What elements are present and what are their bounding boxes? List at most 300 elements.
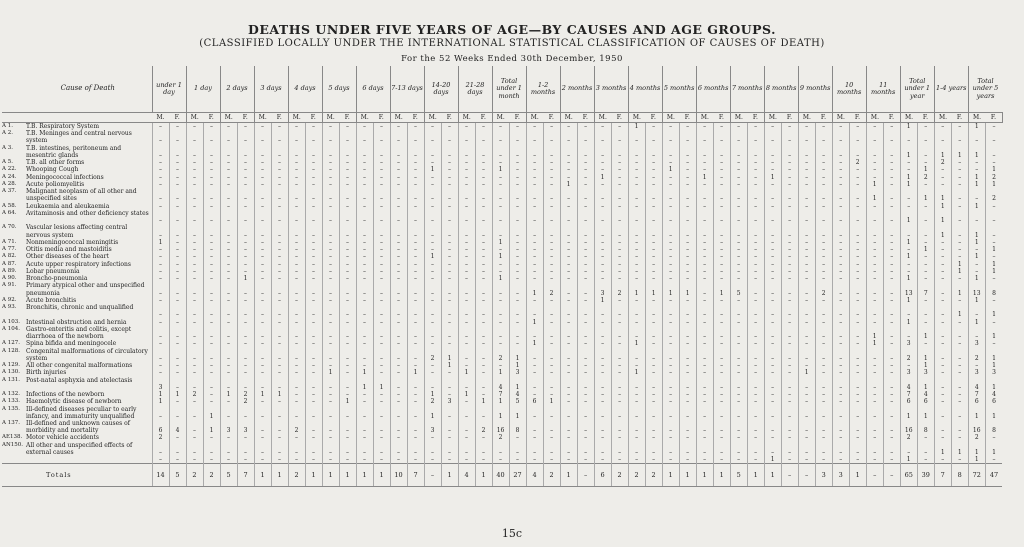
total-cell: – xyxy=(866,464,883,487)
cause-name: All other congenital malformations xyxy=(26,361,133,369)
count-cell: – xyxy=(696,268,713,275)
cause-code: A 71. xyxy=(2,238,17,245)
count-cell: – xyxy=(356,123,373,131)
count-cell: – xyxy=(339,130,356,144)
count-cell: – xyxy=(730,406,747,420)
count-cell: – xyxy=(254,326,271,340)
count-cell: – xyxy=(696,130,713,144)
count-cell: – xyxy=(169,174,186,181)
count-cell: – xyxy=(441,442,458,456)
count-cell: – xyxy=(662,210,679,224)
count-cell: – xyxy=(832,377,849,391)
count-cell: – xyxy=(271,282,288,296)
count-cell: – xyxy=(237,340,254,347)
count-cell: – xyxy=(696,166,713,173)
count-cell: – xyxy=(832,239,849,246)
count-cell: – xyxy=(458,188,475,202)
count-cell: – xyxy=(849,456,866,464)
total-cell: 40 xyxy=(492,464,509,487)
count-cell: – xyxy=(169,377,186,391)
count-cell: 8 xyxy=(985,420,1002,434)
count-cell: – xyxy=(713,398,730,405)
count-cell: – xyxy=(951,174,968,181)
count-cell: – xyxy=(832,275,849,282)
count-cell: – xyxy=(526,275,543,282)
count-cell: – xyxy=(696,398,713,405)
count-cell: – xyxy=(237,377,254,391)
count-cell: – xyxy=(713,391,730,398)
count-cell: – xyxy=(798,268,815,275)
count-cell: – xyxy=(832,362,849,369)
count-cell: 1 xyxy=(628,369,645,376)
count-cell: – xyxy=(458,123,475,131)
count-cell: – xyxy=(526,406,543,420)
count-cell: – xyxy=(951,319,968,326)
male-subheader: M. xyxy=(390,113,407,123)
count-cell: – xyxy=(186,406,203,420)
count-cell: – xyxy=(339,203,356,210)
count-cell: – xyxy=(832,166,849,173)
count-cell: – xyxy=(747,398,764,405)
count-cell: – xyxy=(611,391,628,398)
count-cell: – xyxy=(441,275,458,282)
count-cell: – xyxy=(815,130,832,144)
count-cell: – xyxy=(662,434,679,441)
count-cell: – xyxy=(628,391,645,398)
cause-code: A 130. xyxy=(2,369,20,376)
male-subheader: M. xyxy=(458,113,475,123)
count-cell: – xyxy=(271,239,288,246)
count-cell: – xyxy=(900,326,917,340)
count-cell: 7 xyxy=(900,391,917,398)
count-cell: – xyxy=(237,304,254,318)
count-cell: – xyxy=(832,326,849,340)
count-cell: – xyxy=(645,181,662,188)
count-cell: – xyxy=(798,203,815,210)
count-cell: – xyxy=(543,174,560,181)
count-cell: – xyxy=(458,224,475,238)
count-cell: – xyxy=(458,442,475,456)
male-subheader: M. xyxy=(356,113,373,123)
count-cell: – xyxy=(883,348,900,362)
count-cell: – xyxy=(458,130,475,144)
count-cell: – xyxy=(543,442,560,456)
count-cell: – xyxy=(849,181,866,188)
table-row xyxy=(2,145,1002,159)
count-cell: – xyxy=(407,275,424,282)
count-cell: – xyxy=(475,406,492,420)
count-cell: – xyxy=(322,377,339,391)
count-cell: – xyxy=(951,362,968,369)
count-cell: – xyxy=(798,210,815,224)
cause-code: A 128. xyxy=(2,347,20,354)
count-cell: 2 xyxy=(815,282,832,296)
count-cell: – xyxy=(322,442,339,456)
count-cell: – xyxy=(713,224,730,238)
count-cell: 1 xyxy=(492,275,509,282)
count-cell: – xyxy=(492,224,509,238)
count-cell: – xyxy=(781,174,798,181)
count-cell: – xyxy=(322,406,339,420)
age-group-header: 7 months xyxy=(730,66,764,113)
count-cell: – xyxy=(900,268,917,275)
count-cell: – xyxy=(764,210,781,224)
count-cell: 1 xyxy=(934,188,951,202)
count-cell: – xyxy=(509,246,526,253)
count-cell: – xyxy=(866,166,883,173)
count-cell: – xyxy=(985,239,1002,246)
count-cell: – xyxy=(305,369,322,376)
count-cell: – xyxy=(373,166,390,173)
count-cell: – xyxy=(781,203,798,210)
count-cell: – xyxy=(271,268,288,275)
count-cell: – xyxy=(169,369,186,376)
count-cell: – xyxy=(526,304,543,318)
count-cell: 1 xyxy=(985,348,1002,362)
count-cell: – xyxy=(390,398,407,405)
female-subheader: F. xyxy=(509,113,526,123)
count-cell: – xyxy=(849,398,866,405)
count-cell: 3 xyxy=(900,340,917,347)
count-cell: – xyxy=(594,123,611,131)
count-cell: – xyxy=(764,275,781,282)
count-cell: 1 xyxy=(492,398,509,405)
count-cell: – xyxy=(764,239,781,246)
female-subheader: F. xyxy=(917,113,934,123)
count-cell: 1 xyxy=(917,246,934,253)
count-cell: – xyxy=(169,166,186,173)
count-cell: – xyxy=(883,159,900,166)
count-cell: – xyxy=(373,326,390,340)
count-cell: – xyxy=(764,130,781,144)
deaths-by-cause-table xyxy=(2,66,1003,487)
cause-code: A 70. xyxy=(2,224,17,231)
count-cell: – xyxy=(594,362,611,369)
count-cell: – xyxy=(390,282,407,296)
count-cell: – xyxy=(458,456,475,464)
count-cell: – xyxy=(577,304,594,318)
count-cell: – xyxy=(390,253,407,260)
count-cell: – xyxy=(475,246,492,253)
count-cell: – xyxy=(577,246,594,253)
count-cell: – xyxy=(594,253,611,260)
count-cell: – xyxy=(696,188,713,202)
count-cell: – xyxy=(152,340,169,347)
count-cell: – xyxy=(339,456,356,464)
count-cell: – xyxy=(645,268,662,275)
total-cell: 1 xyxy=(254,464,271,487)
count-cell: – xyxy=(713,239,730,246)
count-cell: – xyxy=(781,275,798,282)
count-cell: – xyxy=(203,174,220,181)
count-cell: – xyxy=(458,420,475,434)
count-cell: – xyxy=(611,159,628,166)
count-cell: 6 xyxy=(900,398,917,405)
count-cell: – xyxy=(373,261,390,268)
count-cell: – xyxy=(271,253,288,260)
count-cell: – xyxy=(543,297,560,304)
count-cell: – xyxy=(815,246,832,253)
age-group-header: 5 months xyxy=(662,66,696,113)
count-cell: – xyxy=(424,434,441,441)
count-cell: – xyxy=(271,456,288,464)
count-cell: – xyxy=(628,181,645,188)
count-cell: 1 xyxy=(968,224,985,238)
count-cell: – xyxy=(441,159,458,166)
count-cell: – xyxy=(883,456,900,464)
count-cell: – xyxy=(271,246,288,253)
count-cell: – xyxy=(475,166,492,173)
count-cell: – xyxy=(713,188,730,202)
count-cell: – xyxy=(407,145,424,159)
count-cell: – xyxy=(560,210,577,224)
count-cell: – xyxy=(679,188,696,202)
count-cell: – xyxy=(356,434,373,441)
count-cell: – xyxy=(696,282,713,296)
count-cell: – xyxy=(543,253,560,260)
count-cell: – xyxy=(509,304,526,318)
count-cell: – xyxy=(951,239,968,246)
count-cell: 3 xyxy=(900,369,917,376)
count-cell: – xyxy=(696,304,713,318)
count-cell: – xyxy=(951,224,968,238)
count-cell: – xyxy=(560,348,577,362)
count-cell: – xyxy=(730,398,747,405)
count-cell: – xyxy=(645,319,662,326)
count-cell: – xyxy=(203,275,220,282)
cause-code: A 2. xyxy=(2,130,13,137)
count-cell: – xyxy=(509,261,526,268)
count-cell: – xyxy=(288,362,305,369)
count-cell: – xyxy=(339,246,356,253)
count-cell: – xyxy=(288,253,305,260)
count-cell: – xyxy=(798,188,815,202)
count-cell: – xyxy=(424,275,441,282)
age-group-header: 21-28 days xyxy=(458,66,492,113)
count-cell: – xyxy=(577,181,594,188)
count-cell: 1 xyxy=(560,181,577,188)
count-cell: – xyxy=(662,268,679,275)
count-cell: – xyxy=(662,377,679,391)
count-cell: – xyxy=(934,406,951,420)
count-cell: – xyxy=(492,456,509,464)
count-cell: – xyxy=(186,145,203,159)
count-cell: – xyxy=(322,456,339,464)
count-cell: – xyxy=(339,362,356,369)
count-cell: – xyxy=(900,224,917,238)
count-cell: – xyxy=(934,297,951,304)
count-cell: – xyxy=(611,181,628,188)
count-cell: 1 xyxy=(152,239,169,246)
count-cell: – xyxy=(611,130,628,144)
count-cell: – xyxy=(390,224,407,238)
count-cell: – xyxy=(781,210,798,224)
count-cell: – xyxy=(322,181,339,188)
count-cell: – xyxy=(934,319,951,326)
count-cell: – xyxy=(390,456,407,464)
count-cell: – xyxy=(713,434,730,441)
count-cell: – xyxy=(815,159,832,166)
table-row xyxy=(2,340,1002,347)
count-cell: – xyxy=(271,203,288,210)
count-cell: – xyxy=(475,340,492,347)
count-cell: – xyxy=(152,253,169,260)
count-cell: – xyxy=(237,442,254,456)
count-cell: – xyxy=(271,130,288,144)
count-cell: – xyxy=(594,239,611,246)
table-row xyxy=(2,181,1002,188)
count-cell: – xyxy=(696,319,713,326)
count-cell: – xyxy=(305,268,322,275)
count-cell: – xyxy=(560,261,577,268)
count-cell: – xyxy=(747,188,764,202)
count-cell: 16 xyxy=(492,420,509,434)
cause-name: Intestinal obstruction and hernia xyxy=(26,318,127,326)
count-cell: – xyxy=(475,203,492,210)
count-cell: – xyxy=(373,174,390,181)
count-cell: – xyxy=(917,253,934,260)
count-cell: – xyxy=(203,377,220,391)
count-cell: – xyxy=(662,304,679,318)
count-cell: – xyxy=(900,246,917,253)
count-cell: – xyxy=(730,188,747,202)
count-cell: – xyxy=(560,362,577,369)
male-subheader: M. xyxy=(628,113,645,123)
count-cell: – xyxy=(203,362,220,369)
count-cell: – xyxy=(458,275,475,282)
table-row xyxy=(2,123,1002,131)
total-cell: 1 xyxy=(322,464,339,487)
count-cell: – xyxy=(509,434,526,441)
count-cell: – xyxy=(594,348,611,362)
count-cell: – xyxy=(390,304,407,318)
count-cell: – xyxy=(305,203,322,210)
count-cell: – xyxy=(390,362,407,369)
count-cell: – xyxy=(458,261,475,268)
count-cell: – xyxy=(441,434,458,441)
count-cell: – xyxy=(849,391,866,398)
count-cell: – xyxy=(781,434,798,441)
count-cell: – xyxy=(441,166,458,173)
count-cell: – xyxy=(526,239,543,246)
count-cell: – xyxy=(509,442,526,456)
count-cell: – xyxy=(968,130,985,144)
count-cell: – xyxy=(866,130,883,144)
count-cell: – xyxy=(526,210,543,224)
count-cell: – xyxy=(288,261,305,268)
count-cell: – xyxy=(798,362,815,369)
count-cell: – xyxy=(611,304,628,318)
count-cell: – xyxy=(866,348,883,362)
count-cell: – xyxy=(543,261,560,268)
count-cell: 2 xyxy=(543,282,560,296)
count-cell: – xyxy=(917,275,934,282)
count-cell: – xyxy=(526,456,543,464)
count-cell: – xyxy=(373,159,390,166)
count-cell: – xyxy=(730,319,747,326)
count-cell: – xyxy=(254,246,271,253)
count-cell: – xyxy=(730,362,747,369)
count-cell: – xyxy=(849,326,866,340)
count-cell: – xyxy=(866,224,883,238)
count-cell: 3 xyxy=(968,340,985,347)
count-cell: – xyxy=(407,174,424,181)
cause-code: A 90. xyxy=(2,275,17,282)
count-cell: – xyxy=(713,159,730,166)
count-cell: – xyxy=(492,210,509,224)
count-cell: – xyxy=(356,246,373,253)
count-cell: – xyxy=(271,297,288,304)
count-cell: – xyxy=(883,224,900,238)
age-group-header: 9 months xyxy=(798,66,832,113)
count-cell: – xyxy=(934,253,951,260)
count-cell: – xyxy=(611,362,628,369)
count-cell: – xyxy=(934,340,951,347)
count-cell: – xyxy=(288,391,305,398)
count-cell: – xyxy=(815,181,832,188)
count-cell: – xyxy=(441,123,458,131)
age-group-header: 4 days xyxy=(288,66,322,113)
count-cell: – xyxy=(662,253,679,260)
count-cell: 2 xyxy=(492,348,509,362)
count-cell: – xyxy=(764,253,781,260)
cause-name: Malignant neoplasm of all other and unspecified sites xyxy=(26,188,137,203)
count-cell: – xyxy=(849,123,866,131)
count-cell: – xyxy=(713,268,730,275)
count-cell: – xyxy=(781,304,798,318)
count-cell: 1 xyxy=(985,268,1002,275)
count-cell: – xyxy=(186,159,203,166)
count-cell: – xyxy=(577,282,594,296)
count-cell: – xyxy=(254,369,271,376)
count-cell: – xyxy=(849,377,866,391)
count-cell: – xyxy=(322,282,339,296)
count-cell: – xyxy=(628,406,645,420)
count-cell: 1 xyxy=(917,326,934,340)
count-cell: – xyxy=(611,456,628,464)
count-cell: – xyxy=(305,253,322,260)
count-cell: – xyxy=(526,123,543,131)
count-cell: – xyxy=(662,130,679,144)
count-cell: – xyxy=(679,348,696,362)
count-cell: – xyxy=(798,130,815,144)
count-cell: – xyxy=(407,246,424,253)
count-cell: – xyxy=(169,181,186,188)
count-cell: – xyxy=(713,340,730,347)
count-cell: – xyxy=(492,297,509,304)
table-row xyxy=(2,203,1002,210)
count-cell: – xyxy=(169,326,186,340)
count-cell: – xyxy=(611,239,628,246)
count-cell: – xyxy=(271,398,288,405)
count-cell: – xyxy=(577,123,594,131)
count-cell: – xyxy=(934,246,951,253)
count-cell: – xyxy=(237,261,254,268)
count-cell: – xyxy=(509,188,526,202)
male-subheader: M. xyxy=(186,113,203,123)
code-sex-spacer xyxy=(2,113,24,123)
count-cell: – xyxy=(322,348,339,362)
count-cell: – xyxy=(339,304,356,318)
count-cell: – xyxy=(322,130,339,144)
count-cell: – xyxy=(611,275,628,282)
count-cell: – xyxy=(339,174,356,181)
count-cell: – xyxy=(594,442,611,456)
count-cell: 4 xyxy=(900,377,917,391)
count-cell: 1 xyxy=(526,282,543,296)
count-cell: – xyxy=(186,326,203,340)
count-cell: 1 xyxy=(271,391,288,398)
